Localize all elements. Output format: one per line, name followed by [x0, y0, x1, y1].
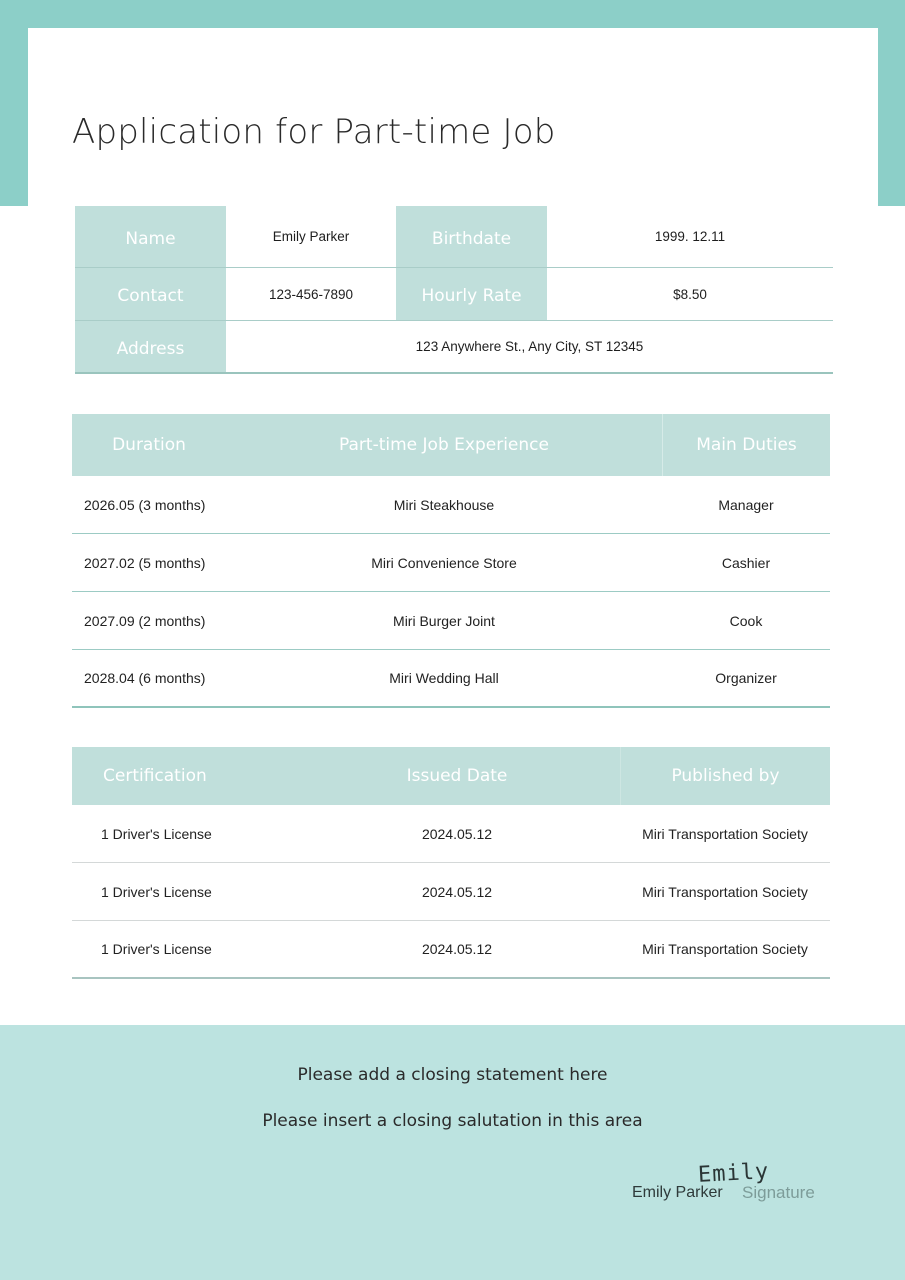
table-row [72, 863, 830, 921]
certification-cell: 1 Driver's License [101, 941, 212, 957]
info-row-name-birthdate [75, 206, 833, 268]
issued-date-cell: 2024.05.12 [421, 883, 493, 900]
experience-header-row [72, 414, 830, 476]
duration-cell: 2026.05 (3 months) [84, 496, 206, 513]
header-issued-date: Issued Date [406, 766, 508, 786]
info-row-address [75, 321, 833, 374]
certification-cell: 1 Driver's License [101, 883, 212, 900]
header-job-experience: Part-time Job Experience [339, 435, 549, 455]
birthdate-label: Birthdate [396, 206, 547, 267]
closing-footer [0, 1025, 905, 1280]
duty-cell: Manager [718, 496, 774, 513]
table-row [72, 921, 830, 979]
contact-value: 123-456-7890 [268, 286, 354, 302]
certification-header-row [72, 747, 830, 805]
hourly-rate-value: $8.50 [673, 286, 707, 302]
handwritten-signature: Emily [697, 1159, 770, 1188]
table-row [72, 592, 830, 650]
personal-info-table [75, 206, 833, 374]
duration-cell: 2027.02 (5 months) [84, 554, 206, 571]
table-row [72, 650, 830, 708]
job-cell: Miri Steakhouse [393, 496, 495, 513]
table-row [72, 534, 830, 592]
certification-table [72, 747, 830, 979]
job-cell: Miri Burger Joint [393, 612, 495, 629]
signature-label: Signature [742, 1183, 815, 1202]
issued-date-cell: 2024.05.12 [421, 825, 493, 842]
table-row [72, 476, 830, 534]
duration-cell: 2028.04 (6 months) [84, 670, 206, 686]
name-value: Emily Parker [272, 229, 350, 244]
closing-statement: Please add a closing statement here [297, 1065, 608, 1085]
contact-label: Contact [75, 268, 226, 320]
info-row-contact-rate [75, 268, 833, 321]
duty-cell: Cashier [721, 554, 771, 571]
header-main-duties: Main Duties [662, 414, 830, 476]
header-duration: Duration [112, 435, 186, 455]
page-title: Application for Part-time Job [72, 112, 556, 152]
table-row [72, 805, 830, 863]
duty-cell: Organizer [715, 670, 777, 686]
header-certification: Certification [103, 766, 207, 786]
duty-cell: Cook [729, 612, 763, 629]
address-value: 123 Anywhere St., Any City, ST 12345 [415, 339, 644, 354]
certification-cell: 1 Driver's License [101, 825, 212, 842]
signer-name: Emily Parker [632, 1184, 723, 1201]
job-cell: Miri Convenience Store [371, 554, 517, 571]
job-cell: Miri Wedding Hall [389, 670, 499, 686]
birthdate-value: 1999. 12.11 [654, 229, 726, 244]
duration-cell: 2027.09 (2 months) [84, 612, 206, 629]
name-label: Name [75, 206, 226, 267]
publisher-cell: Miri Transportation Society [642, 941, 808, 957]
publisher-cell: Miri Transportation Society [642, 883, 808, 900]
address-label: Address [75, 321, 226, 372]
header-published-by: Published by [620, 747, 830, 805]
closing-salutation: Please insert a closing salutation in this area [262, 1111, 643, 1131]
experience-table [72, 414, 830, 708]
issued-date-cell: 2024.05.12 [421, 941, 493, 957]
hourly-rate-label: Hourly Rate [396, 268, 547, 320]
publisher-cell: Miri Transportation Society [642, 825, 808, 842]
